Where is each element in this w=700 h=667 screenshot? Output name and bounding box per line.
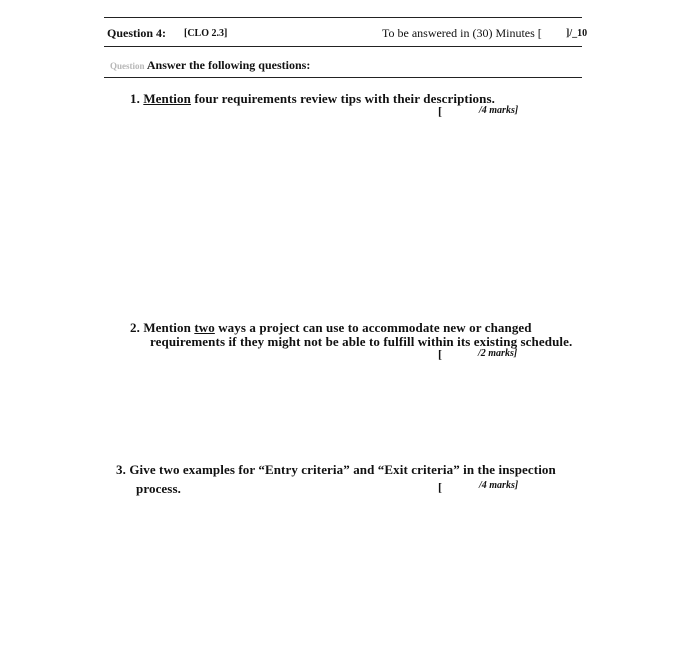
instruction-text: Answer the following questions: <box>146 58 311 72</box>
question-3-bracket: [ <box>438 480 442 494</box>
instruction-rule <box>104 77 582 78</box>
question-3-text: Give two examples for “Entry criteria” and “Exit criteria” in the inspection <box>129 462 556 477</box>
instruction-line <box>110 58 310 73</box>
score-box: ]/_10 <box>566 28 588 39</box>
question-2-bracket: [ <box>438 347 442 361</box>
question-2-text: ways a project can use to accommodate new or changed <box>214 320 532 335</box>
question-1-verb: Mention <box>143 91 191 106</box>
question-1-text: four requirements review tips with their descriptions. <box>190 91 495 106</box>
question-1-number: 1. <box>130 91 140 106</box>
answer-time <box>382 26 542 41</box>
question-2-number: 2. <box>130 320 140 335</box>
header-top-rule <box>104 17 582 18</box>
answer-time-bracket: [ <box>537 26 542 40</box>
question-3-line-2: process. <box>136 481 181 496</box>
question-2-start: Mention <box>143 320 195 335</box>
question-label: Question 4: <box>107 26 167 40</box>
question-3-line-1 <box>116 462 556 478</box>
question-1-marks: /4 marks] <box>479 105 519 116</box>
faint-question-label: Question <box>110 61 145 71</box>
question-2-emph: two <box>194 320 215 335</box>
question-1-bracket: [ <box>438 104 442 118</box>
header-bottom-rule <box>104 46 582 47</box>
question-3-marks: /4 marks] <box>479 480 519 491</box>
question-2-line-2: requirements if they might not be able to fulfill within its existing schedule. <box>150 334 573 349</box>
answer-time-text: To be answered in (30) Minutes <box>382 26 535 40</box>
clo-tag: [CLO 2.3] <box>184 28 228 39</box>
question-2-marks: /2 marks] <box>478 348 518 359</box>
question-3-number: 3. <box>116 462 126 477</box>
